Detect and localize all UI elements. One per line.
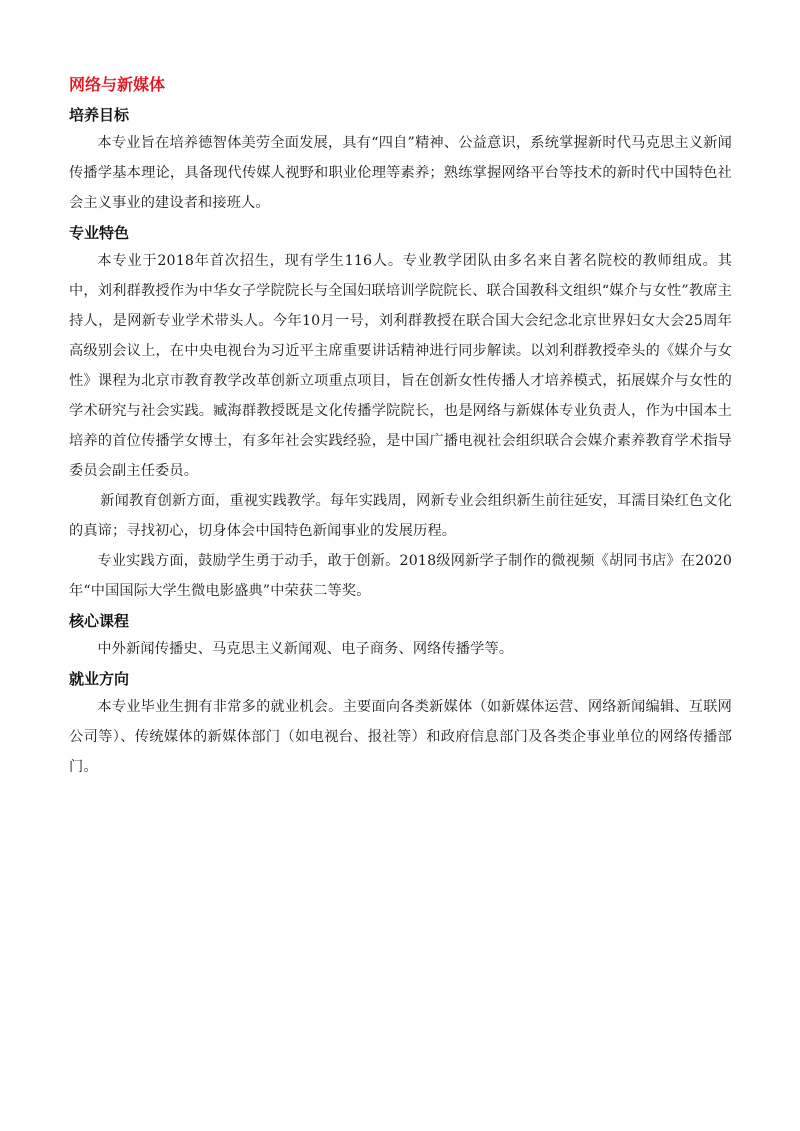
section-paragraph: 本专业于2018年首次招生，现有学生116人。专业教学团队由多名来自著名院校的教师组成。其中，刘利群教授作为中华女子学院院长与全国妇联培训学院院长、联合国教科文组织“媒介与女性”教席主持人，是网新专业学术带头人。今年10月一号，刘利群教授在联合国大会纪念北京世界妇女大会25周年高级别会议上，在中央电视台为习近平主席重要讲话精神进行同步解读。以刘利群教授牵头的《媒介与女性》课程为北京市教育教学改革创新立项重点项目，旨在创新女性传播人才培养模式，拓展媒介与女性的学术研究与社会实践。臧海群教授既是文化传播学院院长，也是网络与新媒体专业负责人，作为中国本土培养的首位传播学女博士，有多年社会实践经验，是中国广播电视社会组织联合会媒介素养教育学术指导委员会副主任委员。 bbox=[69, 253, 732, 479]
document-body bbox=[69, 72, 732, 784]
document-title: 网络与新媒体 bbox=[69, 75, 166, 94]
section-heading: 专业特色 bbox=[69, 224, 130, 242]
section-paragraph: 新闻教育创新方面，重视实践教学。每年实践周，网新专业会组织新生前往延安，耳濡目染红色文化的真谛；寻找初心，切身体会中国特色新闻事业的发展历程。 bbox=[69, 493, 732, 539]
section-paragraph: 中外新闻传播史、马克思主义新闻观、电子商务、网络传播学等。 bbox=[97, 641, 514, 657]
section-paragraph: 专业实践方面，鼓励学生勇于动手，敢于创新。2018级网新学子制作的微视频《胡同书店》在2020年“中国国际大学生微电影盛典”中荣获二等奖。 bbox=[69, 553, 732, 599]
section-heading: 就业方向 bbox=[69, 670, 130, 688]
section-paragraph: 本专业毕业生拥有非常多的就业机会。主要面向各类新媒体（如新媒体运营、网络新闻编辑、互联网公司等）、传统媒体的新媒体部门（如电视台、报社等）和政府信息部门及各类企事业单位的网络传播部门。 bbox=[69, 699, 732, 775]
section-program-features bbox=[69, 220, 732, 606]
section-training-goals bbox=[69, 102, 732, 218]
section-heading: 培养目标 bbox=[69, 106, 130, 124]
section-heading: 核心课程 bbox=[69, 612, 130, 630]
section-career-direction bbox=[69, 666, 732, 782]
section-core-courses bbox=[69, 608, 732, 664]
section-paragraph: 本专业旨在培养德智体美劳全面发展，具有“四自”精神、公益意识，系统掌握新时代马克思主义新闻传播学基本理论，具备现代传媒人视野和职业伦理等素养；熟练掌握网络平台等技术的新时代中国特色社会主义事业的建设者和接班人。 bbox=[69, 135, 732, 211]
